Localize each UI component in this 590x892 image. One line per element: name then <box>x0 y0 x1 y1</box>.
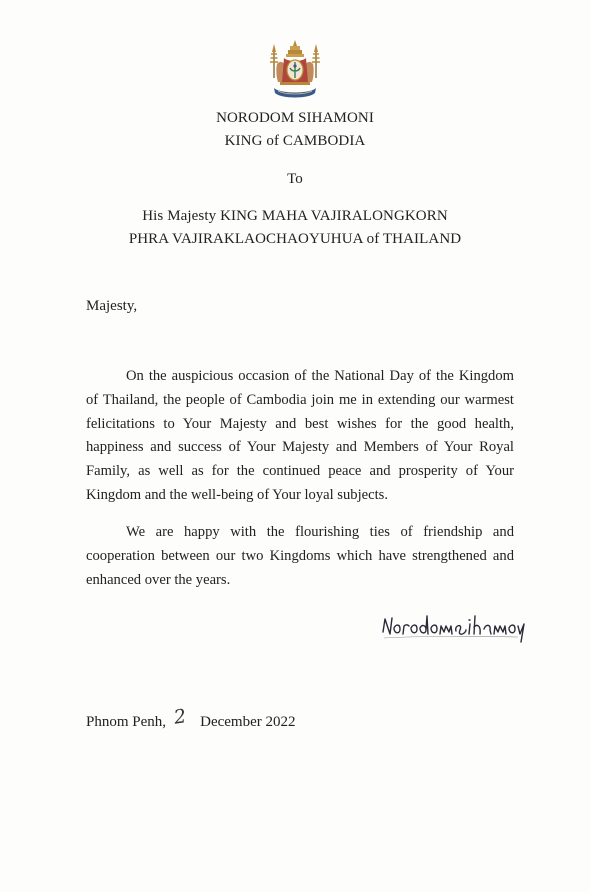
addressee-line-2: PHRA VAJIRAKLAOCHAOYUHUA of THAILAND <box>128 231 462 247</box>
royal-crest-icon <box>266 38 324 102</box>
closing-day-handwritten: 2 <box>172 705 188 729</box>
body-paragraph-2 <box>86 521 514 592</box>
paragraph-line: Family, as well as for the continued peace and prosperity of Your <box>86 463 514 480</box>
sender-title: KING of CAMBODIA <box>224 133 366 149</box>
paragraph-line: On the auspicious occasion of the National Day of the Kingdom <box>126 368 514 384</box>
addressee-line-1: His Majesty KING MAHA VAJIRALONGKORN <box>142 208 448 224</box>
paragraph-line: felicitations to Your Majesty and best wishes for the good health, <box>86 415 514 432</box>
closing-dateline <box>86 705 296 731</box>
paragraph-line: happiness and success of Your Majesty and Members of Your Royal <box>86 439 514 456</box>
to-label: To <box>287 171 303 187</box>
salutation: Majesty, <box>86 298 138 314</box>
handwritten-signature <box>378 610 528 646</box>
sender-name: NORODOM SIHAMONI <box>216 110 374 126</box>
paragraph-line: enhanced over the years. <box>86 571 231 588</box>
paragraph-line: Kingdom and the well-being of Your loyal subjects. <box>86 486 388 503</box>
closing-place: Phnom Penh, <box>86 714 167 730</box>
body-paragraph-1 <box>86 365 514 508</box>
paragraph-line: We are happy with the flourishing ties of friendship and <box>126 524 514 540</box>
closing-month-year: December 2022 <box>200 714 296 730</box>
paragraph-line: cooperation between our two Kingdoms which have strengthened and <box>86 547 514 564</box>
paragraph-line: of Thailand, the people of Cambodia join me in extending our warmest <box>86 391 514 408</box>
